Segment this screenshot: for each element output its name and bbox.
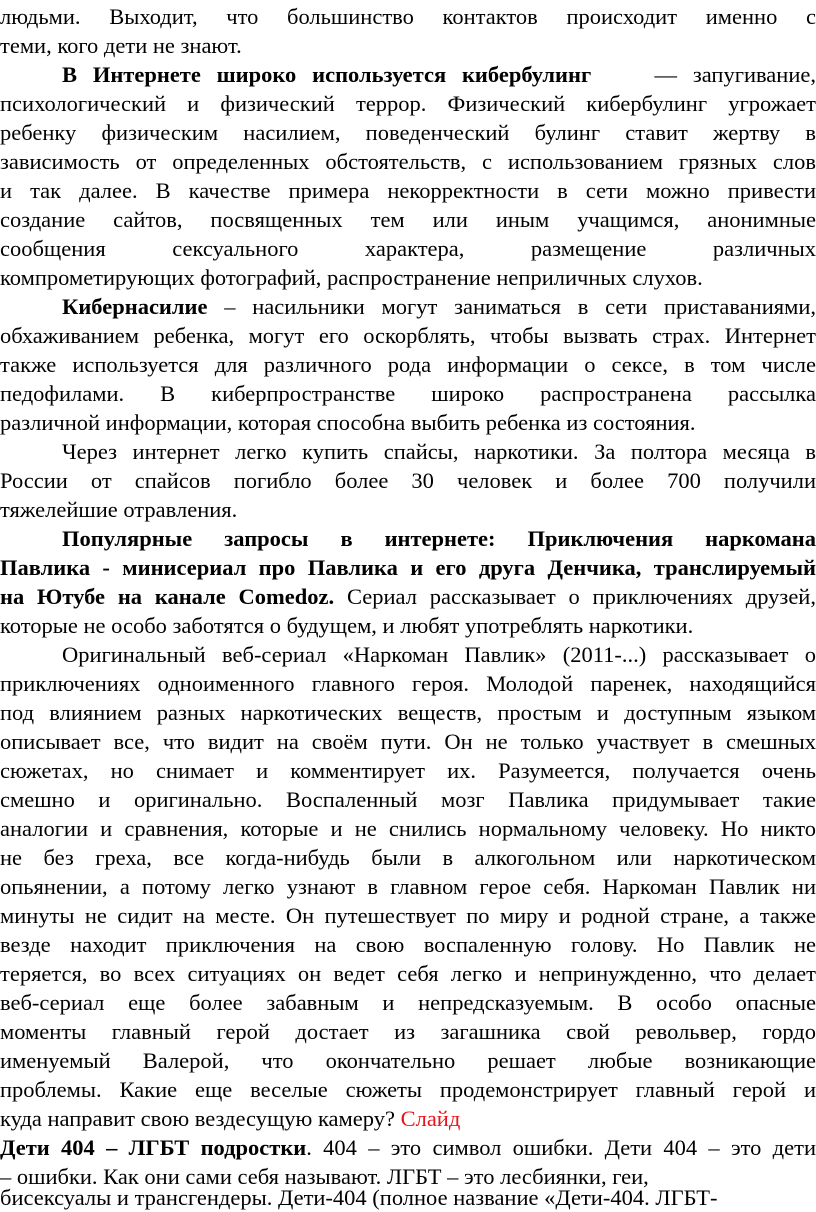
- text-line: которые не особо заботятся о будущем, и любят употреблять наркотики.: [0, 613, 694, 638]
- text-line: куда направит свою вездесущую камеру? Слайд: [0, 1106, 461, 1131]
- slide-link[interactable]: Слайд: [400, 1106, 461, 1131]
- text-line: различной информации, которая способна выбить ребенка из состояния.: [0, 410, 696, 435]
- text-line: смешно и оригинально. Воспаленный мозг Павлика придумывает такие: [0, 787, 816, 812]
- text-line: обхаживанием ребенка, могут его оскорблять, чтобы вызвать страх. Интернет: [0, 323, 816, 348]
- text-line: не без греха, все когда-нибудь были в алкогольном или наркотическом: [0, 845, 816, 870]
- term-cyberbullying: В Интернете широко используется кибербулинг: [62, 62, 592, 87]
- text-line: зависимость от определенных обстоятельств, с использованием грязных слов: [0, 149, 816, 174]
- text-line: Дети 404 – ЛГБТ подростки. 404 – это символ ошибки. Дети 404 – это дети: [0, 1135, 816, 1160]
- text-line: создание сайтов, посвященных тем или иным учащимся, анонимные: [0, 207, 816, 232]
- text-line: ребенку физическим насилием, поведенческий булинг ставит жертву в: [0, 120, 816, 145]
- channel-name: на Ютубе на канале Comedoz.: [0, 584, 335, 609]
- text-line: теми, кого дети не знают.: [0, 33, 242, 58]
- text-line: под влиянием разных наркотических веществ, простым и доступным языком: [0, 700, 816, 725]
- text-line: компрометирующих фотографий, распространение неприличных слухов.: [0, 265, 703, 290]
- text-line: педофилами. В киберпространстве широко распространена рассылка: [0, 381, 816, 406]
- text-line: теряется, во всех ситуациях он ведет себя легко и непринужденно, что делает: [0, 961, 816, 986]
- text-line: тяжелейшие отравления.: [0, 497, 238, 522]
- text-line: именуемый Валерой, что окончательно решает любые возникающие: [0, 1048, 816, 1073]
- text-line: психологический и физический террор. Физический кибербулинг угрожает: [0, 91, 816, 116]
- text-line: – ошибки. Как они сами себя называют. ЛГБТ – это лесбиянки, геи,: [0, 1164, 649, 1189]
- text-line: проблемы. Какие еще веселые сюжеты продемонстрирует главный герой и: [0, 1077, 816, 1102]
- text-line: Через интернет легко купить спайсы, наркотики. За полтора месяца в: [62, 439, 816, 464]
- term-cyberviolence: Кибернасилие: [62, 294, 208, 319]
- term-children-404: Дети 404 – ЛГБТ подростки: [0, 1135, 307, 1160]
- text-line: моменты главный герой достает из загашника свой револьвер, гордо: [0, 1019, 816, 1044]
- text-line: везде находит приключения на свою воспаленную голову. Но Павлик не: [0, 932, 816, 957]
- text-line: Кибернасилие – насильники могут заниматься в сети приставаниями,: [62, 294, 816, 319]
- text-line: веб-сериал еще более забавным и непредсказуемым. В особо опасные: [0, 990, 816, 1015]
- text-line: опьянении, а потому легко узнают в главном герое себя. Наркоман Павлик ни: [0, 874, 816, 899]
- text-line: также используется для различного рода информации о сексе, в том числе: [0, 352, 816, 377]
- text-line: Павлика - минисериал про Павлика и его друга Денчика, транслируемый: [0, 555, 816, 580]
- text-line: минуты не сидит на месте. Он путешествует по миру и родной стране, а также: [0, 903, 816, 928]
- text-line: сюжетах, но снимает и комментирует их. Разумеется, получается очень: [0, 758, 816, 783]
- text-line: Популярные запросы в интернете: Приключения наркомана: [62, 526, 816, 551]
- text-line: людьми. Выходит, что большинство контактов происходит именно с: [0, 4, 816, 29]
- text-line: сообщения сексуального характера, размещение различных: [0, 236, 816, 261]
- text-line: и так далее. В качестве примера некорректности в сети можно привести: [0, 178, 816, 203]
- text-line: Оригинальный веб-сериал «Наркоман Павлик» (2011-...) рассказывает о: [62, 642, 816, 667]
- text-line: описывает все, что видит на своём пути. Он не только участвует в смешных: [0, 729, 816, 754]
- text-line: В Интернете широко используется кибербулинг — запугивание,: [62, 62, 816, 87]
- text-line: бисексуалы и трансгендеры. Дети-404 (полное название «Дети-404. ЛГБТ-: [0, 1185, 718, 1210]
- text-line: на Ютубе на канале Comedoz. Сериал рассказывает о приключениях друзей,: [0, 584, 816, 609]
- text-line: аналогии и сравнения, которые и не снились нормальному человеку. Но никто: [0, 816, 816, 841]
- text-line: России от спайсов погибло более 30 человек и более 700 получили: [0, 468, 816, 493]
- text-line: приключениях одноименного главного героя. Молодой паренек, находящийся: [0, 671, 816, 696]
